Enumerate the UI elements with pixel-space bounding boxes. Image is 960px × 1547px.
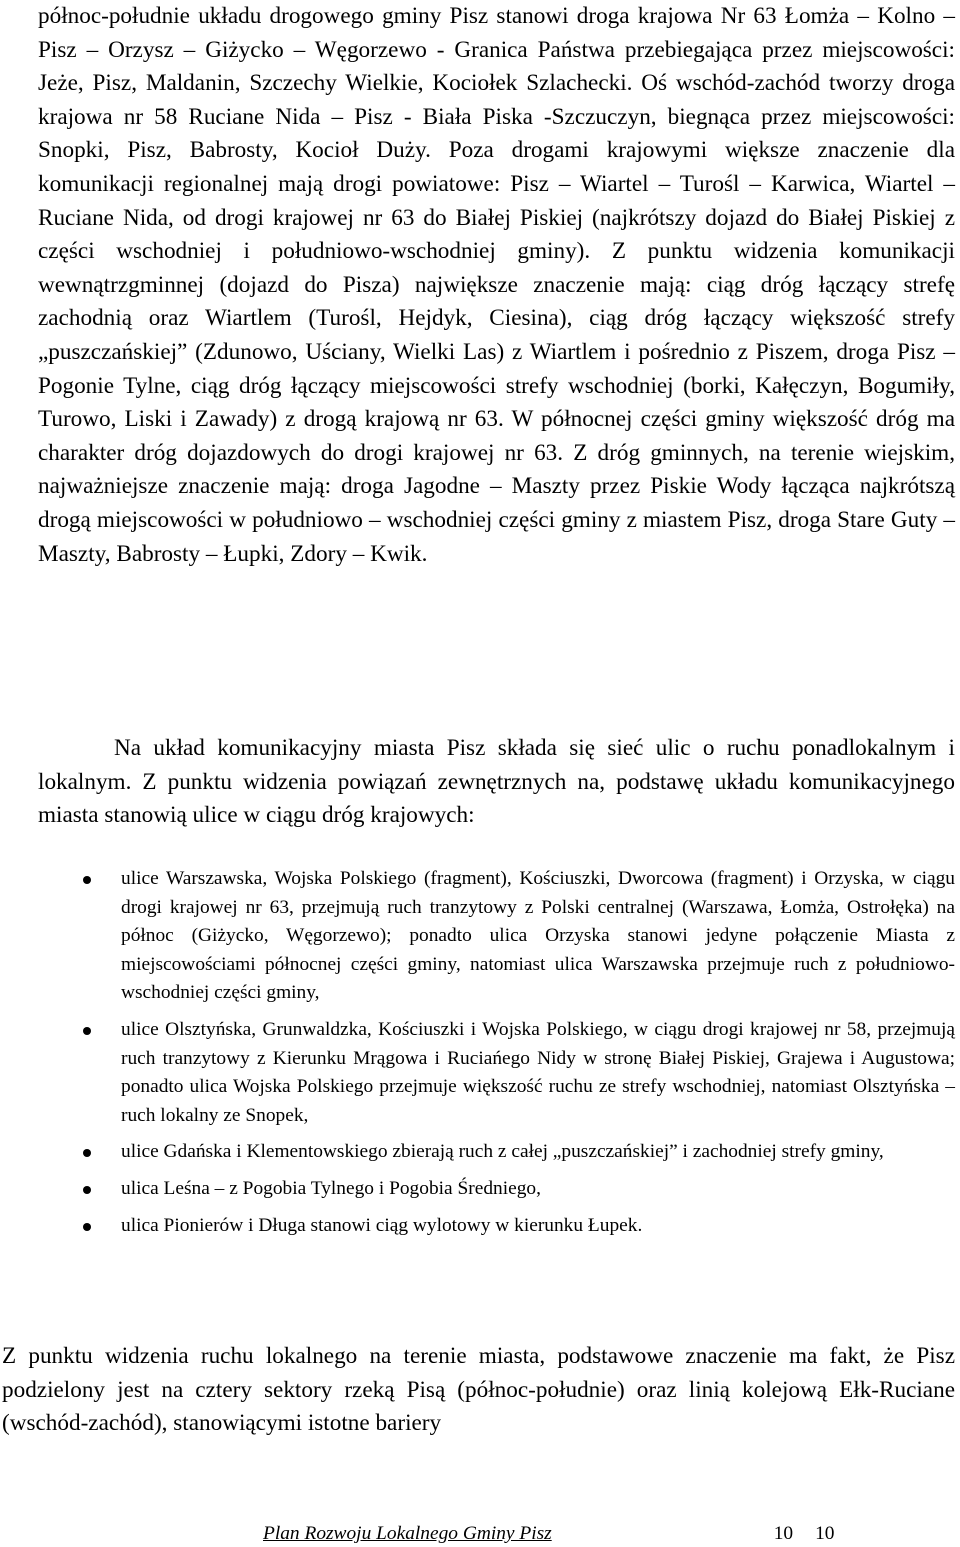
bullet-icon: [83, 1186, 91, 1194]
list-item-text: ulica Leśna – z Pogobia Tylnego i Pogobia Średniego,: [121, 1177, 541, 1199]
paragraph-local-traffic: Z punktu widzenia ruchu lokalnego na terenie miasta, podstawowe znaczenie ma fakt, że Pisz podzielony jest na cztery sektory rzeką Pisą (północ-południe) oraz linią kolejową Ełk-Ruciane (wschód-zachód), stanowiącymi istotne bariery: [2, 1343, 955, 1437]
list-item-text: ulice Olsztyńska, Grunwaldzka, Kościuszki i Wojska Polskiego, w ciągu drogi krajowej nr 58, przejmują ruch tranzytowy z Kierunku Mrągowa i Ruciańego Nidy w stronę Białej Piskiej, Grajewa i Augustowa; ponadto ulica Wojska Polskiego przejmuje większość ruchu ze strefy wschodniej, natomiast Olsztyńska – ruch lokalny ze Snopek,: [121, 1018, 955, 1126]
list-item: [121, 1138, 955, 1167]
bullet-list-streets: [121, 865, 955, 1248]
page-number-repeat: 10: [815, 1523, 835, 1544]
list-item-text: ulica Pionierów i Długa stanowi ciąg wylotowy w kierunku Łupek.: [121, 1214, 643, 1236]
list-item: [121, 1175, 955, 1204]
footer-title: Plan Rozwoju Lokalnego Gminy Pisz: [263, 1523, 552, 1544]
list-item: [121, 865, 955, 1008]
list-item-text: ulice Warszawska, Wojska Polskiego (fragment), Kościuszki, Dworcowa (fragment) i Orzyska, w ciągu drogi krajowej nr 63, przejmują ruch tranzytowy z Polski centralnej (Warszawa, Łomża, Ostrołęka) na północ (Giżycko, Węgorzewo); ponadto ulica Orzyska stanowi jedyne połączenie Miasta z miejscowościami północnej części gminy, natomiast ulica Warszawska przejmuje ruch z południowo-wschodniej części gminy,: [121, 868, 955, 1004]
bullet-icon: [83, 876, 91, 884]
paragraph-road-network: północ-południe układu drogowego gminy Pisz stanowi droga krajowa Nr 63 Łomża – Kolno – Pisz – Orzysz – Giżycko – Węgorzewo - Granica Państwa przebiegająca przez miejscowości: Jeże, Pisz, Maldanin, Szczechy Wielkie, Kociołek Szlachecki. Oś wschód-zachód tworzy droga krajowa nr 58 Ruciane Nida – Pisz - Biała Piska -Szczuczyn, biegnąca przez miejscowości: Snopki, Pisz, Babrosty, Kocioł Duży. Poza drogami krajowymi większe znaczenie dla komunikacji regionalnej mają drogi powiatowe: Pisz – Wiartel – Turośl – Karwica, Wiartel – Ruciane Nida, od drogi krajowej nr 63 do Białej Piskiej (najkrótszy dojazd do Białej Piskiej z części wschodniej i południowo-wschodniej gminy). Z punktu widzenia komunikacji wewnątrzgminnej (dojazd do Pisza) największe znaczenie mają: ciąg dróg łączący strefę zachodnią oraz Wiartlem (Turośl, Hejdyk, Ciesina), ciąg dróg łączący większość strefy „puszczańskiej” (Zdunowo, Uściany, Wielki Las) z Wiartlem i pośrednio z Piszem, droga Pisz – Pogonie Tylne, ciąg dróg łączący miejscowości strefy wschodniej (borki, Kałęczyn, Bogumiły, Turowo, Liski i Zawady) z drogą krajową nr 63. W północnej części gminy większość dróg ma charakter dróg dojazdowych do drogi krajowej nr 63. Z dróg gminnych, na terenie wiejskim, najważniejsze znaczenie mają: droga Jagodne – Maszty przez Piskie Wody łącząca najkrótszą drogą miejscowości w południowo – wschodniej części gminy z miastem Pisz, droga Stare Guty – Maszty, Babrosty – Łupki, Zdory – Kwik.: [38, 3, 955, 567]
list-item: [121, 1212, 955, 1241]
bullet-icon: [83, 1223, 91, 1231]
page-number: 10: [773, 1523, 794, 1544]
paragraph-town-network: Na układ komunikacyjny miasta Pisz składa się sieć ulic o ruchu ponadlokalnym i lokalnym. Z punktu widzenia powiązań zewnętrznych na, podstawę układu komunikacyjnego miasta stanowią ulice w ciągu dróg krajowych:: [38, 735, 955, 829]
page-footer: [263, 1522, 834, 1546]
bullet-icon: [83, 1149, 91, 1157]
list-item: [121, 1016, 955, 1130]
bullet-icon: [83, 1027, 91, 1035]
list-item-text: ulice Gdańska i Klementowskiego zbierają ruch z całej „puszczańskiej” i zachodniej strefy gminy,: [121, 1141, 884, 1163]
